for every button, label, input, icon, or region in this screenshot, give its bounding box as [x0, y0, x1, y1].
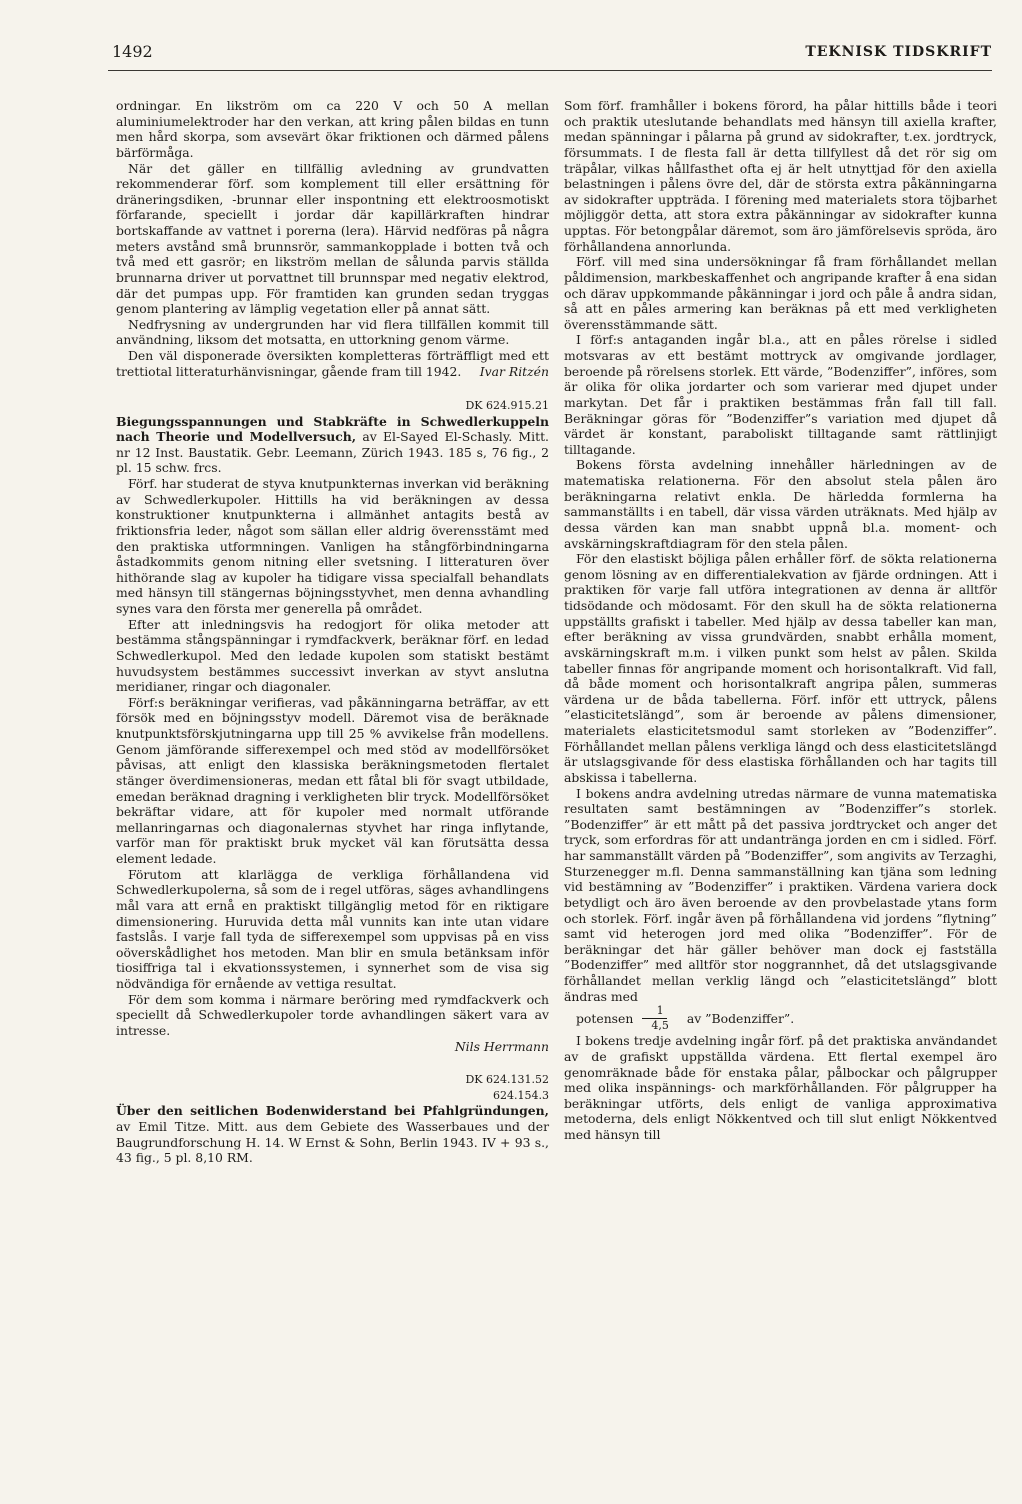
left-column — [116, 98, 549, 1166]
review-heading — [116, 414, 549, 477]
paragraph: Förutom att klarlägga de verkliga förhållandena vid Schwedlerkupolerna, så som de i regel utföras, säges avhandlingens mål vara att ernå en praktiskt tillgänglig metod för en riktigare dimensionering. Huruvida detta mål vunnits kan inte utan vidare fastslås. I varje fall tyda de sifferexempel som uppvisas på en viss oöverskådlighet hos metoden. Man blir en smula betänksam inför tiosiffriga tal i ekvationssystemen, i synnerhet som de visa sig nödvändiga för ernående av vettiga resultat. — [116, 866, 549, 991]
paragraph: Nedfrysning av undergrunden har vid flera tillfällen kommit till användning, liksom det motsatta, en uttorkning genom värme. — [116, 316, 549, 348]
page-header — [108, 40, 992, 66]
paragraph: I bokens tredje avdelning ingår förf. på det praktiska användandet av de grafiskt uppställda värdena. Ett flertal exempel äro genomräknade både för enstaka pålar, pålbockar och pålgrupper med olika inspännings- och markförhållanden. För pålgrupper ha beräkningar utförts, dels enligt de vanliga approximativa metoderna, dels enligt Nökkentved och till slut enligt Nökkentved med hänsyn till — [564, 1033, 997, 1142]
paragraph: I bokens andra avdelning utredas närmare de vunna matematiska resultaten samt bestämningen av ”Bodenziffer”s storlek. ”Bodenziffer” är ett mått på det passiva jordtrycket och anger det tryck, som erfordras för att undantränga jorden en cm i sidled. Förf. har sammanställt värden på ”Bodenziffer”, som angivits av Terzaghi, Sturzenegger m.fl. Denna sammanställning kan tjäna som ledning vid bestämning av ”Bodenziffer” i praktiken. Värdena variera dock betydligt och äro även beroende av den provbelastade ytans form och storlek. Förf. ingår även på förhållandena vid jordens ”flytning” samt vid heterogen jord med olika ”Bodenziffer”. För de beräkningar det här gäller behöver man dock ej fastställa ”Bodenziffer” med alltför stor noggrannhet, då det utslagsgivande förhållandet mellan verklig längd och ”elasticitetslängd” blott ändras med — [564, 785, 997, 1004]
paragraph: Som förf. framhåller i bokens förord, ha pålar hittills både i teori och praktik uteslutande behandlats med hänsyn till axiella krafter, medan spänningar i pålarna på grund av sidokrafter, t.ex. jordtryck, försummats. I de flesta fall är detta tillfyllest då det rör sig om träpålar, vilkas hållfasthet ofta ej är helt utnyttjad för den axiella belastningen i pålens övre del, där de största extra påkänningarna av sidokrafter uppträda. I förening med materialets stora töjbarhet möjliggör detta, att stora extra påkänningar av sidokrafter kunna upptas. För betongpålar däremot, som äro jämförelsevis spröda, äro förhållandena annorlunda. — [564, 98, 997, 254]
paragraph: För dem som komma i närmare beröring med rymdfackverk och speciellt då Schwedlerkupoler torde avhandlingen säkert vara av intresse. — [116, 991, 549, 1038]
review-heading — [116, 1103, 549, 1166]
book-title: Über den seitlichen Bodenwiderstand bei Pfahlgründungen, — [116, 1103, 549, 1119]
dk-classification: 624.154.3 — [493, 1088, 549, 1102]
fraction-lead: potensen — [576, 1010, 634, 1026]
fraction — [639, 1004, 669, 1033]
paragraph: Förf. vill med sina undersökningar få fram förhållandet mellan påldimension, markbeskaffenhet och angripande krafter å ena sidan och därav uppkommande påkänningar i jord och påle å andra sidan, så att en påles armering kan beräknas på ett med verkligheten överensstämmande sätt. — [564, 254, 997, 332]
paragraph: När det gäller en tillfällig avledning av grundvatten rekommenderar förf. som komplement till eller ersättning för dräneringsdiken, -brunnar eller inspontning ett elektroosmotiskt förfarande, speciellt i jordar där kapillärkraften hindrar bortskaffande av vattnet i porerna (lera). Härvid nedföras på några meters avstånd små brunnsrör, sammankopplade i botten två och två med ett gasrör; en likström mellan de sålunda parvis ställda brunnarna driver ut porvattnet till brunnspar med negativ elektrod, där det pumpas upp. För framtiden kan grunden sedan tryggas genom plantering av lämplig vegetation eller på annat sätt. — [116, 160, 549, 317]
paragraph: Bokens första avdelning innehåller härledningen av de matematiska relationerna. För den absolut stela pålen äro beräkningarna relativt enkla. De härledda formlerna ha sammanställts i en tabell, där vissa värden uträknats. Med hjälp av dessa värden kan man snabbt uppnå bl.a. moment- och avskärningskraftdiagram för den stela pålen. — [564, 457, 997, 551]
header-rule — [108, 70, 992, 71]
paragraph: Efter att inledningsvis ha redogjort för olika metoder att bestämma stångspänningar i rymdfackverk, beräknar förf. en ledad Schwedlerkupol. Med den ledade kupolen som statiskt bestämt huvudsystem bestämmes successivt inverkan av styvt anslutna meridianer, ringar och diagonaler. — [116, 616, 549, 695]
paragraph: Förf:s beräkningar verifieras, vad påkänningarna beträffar, av ett försök med en böjningsstyv modell. Däremot visa de beräknade knutpunktsförskjutningarna upp till 25 % avvikelse från modellens. Genom jämförande sifferexempel och med stöd av modellförsöket påvisas, att enligt den klassiska beräkningsmetoden flertalet stänger överdimensioneras, medan ett fåtal bli för svagt utbildade, emedan beräknad dragning i verkligheten blir tryck. Modellförsöket bekräftar vidare, att för kupoler med normalt utförande mellanringarnas och diagonalernas styvhet har ringa inflytande, varför man för praktiskt bruk mycket väl kan förutsätta dessa element ledade. — [116, 694, 549, 866]
fraction-numerator: 1 — [642, 1004, 667, 1019]
dk-classification: DK 624.131.52 — [465, 1073, 549, 1087]
paragraph: För den elastiskt böjliga pålen erhåller förf. de sökta relationerna genom lösning av en differentialekvation av fjärde ordningen. Att i praktiken för varje fall utföra integrationen av denna är alltför tidsödande och mödosamt. För den skull ha de sökta relationerna uppställts grafiskt i tabeller. Med hjälp av dessa tabeller kan man, efter beräkning av vissa grundvärden, snabbt erhålla moment, avskärningskraft m.m. i vilken punkt som helst av pålen. Skilda tabeller finnas för angripande moment och horisontalkraft. Vid fall, då både moment och horisontalkraft angripa pålen, summeras värdena ur de båda tabellerna. Förf. inför ett uttryck, pålens ”elasticitetslängd”, som är beroende av pålens dimensioner, materialets elasticitetsmodul samt storleken av ”Bodenziffer”. Förhållandet mellan pålens verkliga längd och dess elasticitetslängd är utslagsgivande för dess elastiska förhållanden och har tagits till abskissa i tabellerna. — [564, 551, 997, 785]
paragraph: Den väl disponerade översikten kompletteras förträffligt med ett trettiotal litteraturhänvisningar, gående fram till 1942. — [116, 348, 549, 379]
right-column — [564, 98, 997, 1143]
reviewer-signature: Ivar Ritzén — [479, 364, 549, 380]
book-bibliography: av El-Sayed El-Schasly. Mitt. nr 12 Inst. Baustatik. Gebr. Leemann, Zürich 1943. 185 s, 76 fig., 2 pl. 15 schw. frcs. — [116, 429, 549, 476]
paragraph: Förf. har studerat de styva knutpunkternas inverkan vid beräkning av Schwedlerkupoler. Hittills ha vid beräkningen av dessa konstruktioner knutpunkterna i allmänhet antagits bestå av friktionsfria leder, något som sällan eller aldrig överensstämt med den praktiska utformningen. Vanligen ha stångförbindningarna åstadkommits genom nitning eller svetsning. I litteraturen över hithörande slag av kupoler ha tidigare vissa specialfall behandlats med hänsyn till stängernas böjningsstyvhet, men denna avhandling synes vara den första mer generella på området. — [116, 476, 549, 616]
book-title: Biegungsspannungen und Stabkräfte in Schwedlerkuppeln nach Theorie und Modellversuch, — [116, 413, 549, 445]
paragraph: ordningar. En likström om ca 220 V och 50 A mellan aluminiumelektroder har den verkan, att kring pålen bildas en tunn men hård skorpa, som avsevärt ökar friktionen och därmed pålens bärförmåga. — [116, 98, 549, 160]
page-number: 1492 — [112, 42, 153, 61]
reviewer-signature: Nils Herrmann — [454, 1038, 549, 1054]
book-bibliography: av Emil Titze. Mitt. aus dem Gebiete des Wasserbaues und der Baugrundforschung H. 14. W Ernst & Sohn, Berlin 1943. IV + 93 s., 43 fig., 5 pl. 8,10 RM. — [116, 1119, 549, 1166]
fraction-line — [564, 1004, 997, 1033]
journal-title: TEKNISK TIDSKRIFT — [805, 44, 992, 60]
paragraph: I förf:s antaganden ingår bl.a., att en påles rörelse i sidled motsvaras av ett bestämt mottryck av omgivande jordlager, beroende på rörelsens storlek. Ett värde, ”Bodenziffer”, införes, som är olika för olika jordarter och som varierar med djupet under markytan. Det får i praktiken bestämmas från fall till fall. Beräkningar göras för ”Bodenziffer”s variation med djupet då värdet är konstant, paraboliskt tilltagande samt rättlinjigt tilltagande. — [564, 332, 997, 457]
fraction-trail: av ”Bodenziffer”. — [686, 1010, 795, 1026]
fraction-denominator: 4,5 — [651, 1019, 669, 1033]
dk-classification: DK 624.915.21 — [465, 398, 549, 412]
